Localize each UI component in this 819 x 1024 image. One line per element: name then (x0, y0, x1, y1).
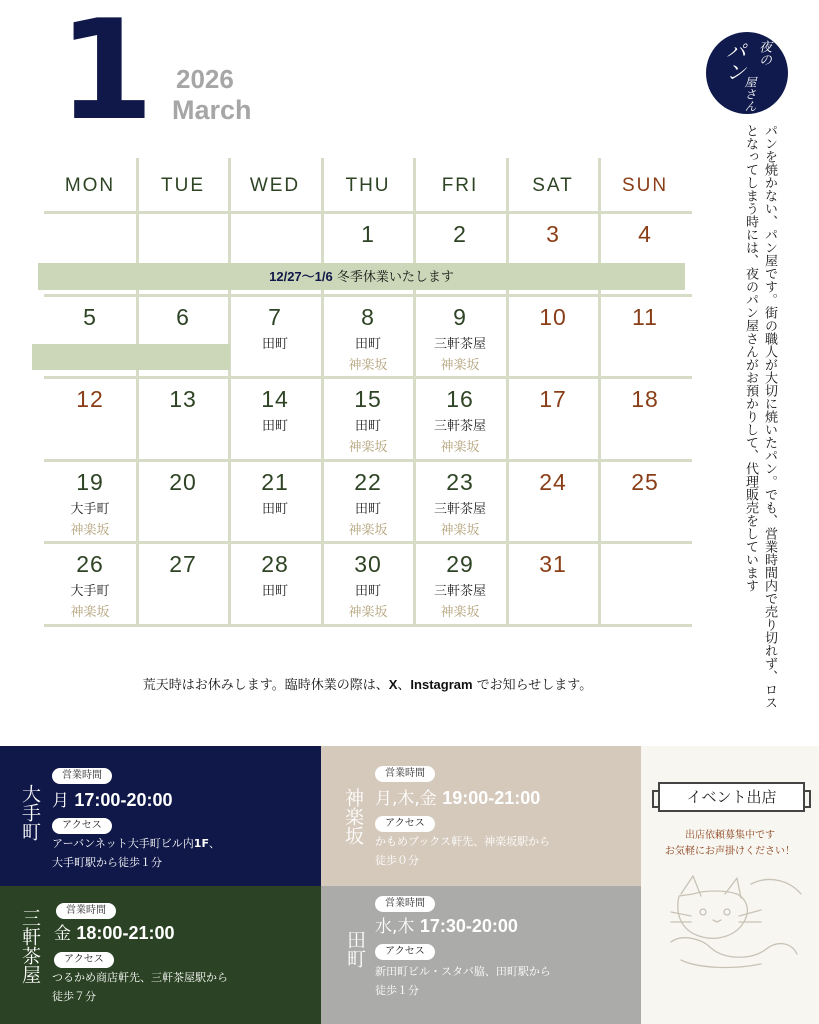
day-number (44, 217, 136, 251)
day-number (599, 547, 691, 581)
weekday-header-mon: MON (64, 175, 116, 196)
access-line2: 徒歩０分 (375, 854, 419, 867)
day-number (137, 217, 229, 251)
day-cell (137, 382, 229, 416)
day-number: 24 (539, 469, 567, 495)
day-number: 31 (539, 551, 567, 577)
hours-value (52, 786, 172, 811)
access-line1: アーバンネット大手町ビル内 (52, 837, 194, 850)
hours-value (375, 912, 518, 937)
holiday-text: 冬季休業いたします (332, 270, 454, 285)
day-location-secondary: 神楽坂 (348, 523, 388, 538)
day-number (229, 217, 321, 251)
day-cell (137, 547, 229, 581)
day-number: 28 (261, 551, 289, 577)
panel-kagurazaka (321, 746, 641, 886)
day-number: 16 (446, 386, 474, 412)
day-number: 27 (169, 551, 197, 577)
access-text (375, 962, 551, 1000)
day-number: 3 (546, 221, 560, 247)
day-number: 15 (354, 386, 382, 412)
day-number: 4 (638, 221, 652, 247)
hours-pill: 営業時間 (52, 768, 112, 784)
hours-value (54, 919, 174, 944)
day-location: 三軒茶屋 (433, 419, 486, 434)
notice-instagram-link: Instagram (410, 677, 473, 692)
day-cell (507, 465, 599, 499)
access-text (52, 968, 228, 1006)
day-location-secondary: 神楽坂 (440, 523, 480, 538)
day-cell (507, 300, 599, 334)
day-number: 11 (632, 304, 658, 330)
hours-days: 月 (52, 791, 69, 811)
day-location: 田町 (354, 502, 381, 517)
day-cell (599, 465, 691, 499)
day-location: 大手町 (70, 584, 110, 599)
day-location: 田町 (261, 337, 288, 352)
grid-line-horizontal (44, 294, 692, 297)
day-cell (414, 217, 506, 251)
day-cell (137, 217, 229, 251)
day-location-secondary: 神楽坂 (348, 440, 388, 455)
day-cell (599, 547, 691, 581)
notice-separator: 、 (397, 678, 411, 693)
month-number: 1 (58, 0, 151, 151)
access-line1: 新田町ビル・スタバ脇、田町駅から (375, 965, 551, 978)
hours-pill: 営業時間 (56, 903, 116, 919)
day-location: 田町 (354, 584, 381, 599)
logo-text-main: パン (723, 40, 747, 82)
access-pill: アクセス (375, 816, 435, 832)
day-number: 14 (261, 386, 289, 412)
logo-text-top: 夜の (756, 40, 771, 66)
hours-days: 月,木,金 (375, 789, 437, 809)
panel-sangenjaya (0, 886, 321, 1024)
day-cell (322, 217, 414, 251)
day-cell (414, 547, 506, 623)
day-cell (44, 217, 136, 251)
grid-line-horizontal (44, 624, 692, 627)
day-cell (414, 300, 506, 376)
day-cell (414, 465, 506, 541)
panel-otemachi (0, 746, 321, 886)
day-number: 2 (453, 221, 467, 247)
location-name: 神楽坂 (342, 788, 364, 845)
day-location-secondary: 神楽坂 (440, 605, 480, 620)
day-number: 20 (169, 469, 197, 495)
hours-days: 金 (54, 924, 71, 944)
location-name: 三軒茶屋 (19, 908, 41, 984)
day-number: 12 (76, 386, 104, 412)
hours-pill: 営業時間 (375, 766, 435, 782)
shop-logo (706, 32, 788, 114)
day-number: 1 (361, 221, 375, 247)
hours-time: 19:00-21:00 (442, 788, 541, 808)
day-number: 9 (453, 304, 467, 330)
panel-event (641, 746, 819, 1024)
weekday-header-fri: FRI (441, 175, 479, 196)
notice-text-end: でお知らせします。 (472, 678, 593, 693)
location-name: 田町 (344, 930, 366, 968)
day-location: 三軒茶屋 (433, 337, 486, 352)
day-location: 三軒茶屋 (433, 502, 486, 517)
day-location: 田町 (354, 337, 381, 352)
location-name: 大手町 (19, 784, 41, 841)
day-number: 22 (354, 469, 382, 495)
day-location: 田町 (354, 419, 381, 434)
day-cell (137, 465, 229, 499)
weekday-header-wed: WED (249, 175, 301, 196)
hours-days: 水,木 (375, 917, 415, 937)
access-pill: アクセス (54, 952, 114, 968)
day-cell (44, 465, 136, 541)
day-location-secondary: 神楽坂 (70, 605, 110, 620)
access-line2: 徒歩１分 (375, 984, 419, 997)
day-location: 大手町 (70, 502, 110, 517)
day-cell (229, 547, 321, 602)
day-cell (322, 300, 414, 376)
day-number: 6 (176, 304, 190, 330)
day-number: 23 (446, 469, 474, 495)
hours-time: 18:00-21:00 (76, 923, 175, 943)
day-cell (137, 300, 229, 334)
day-location-secondary: 神楽坂 (440, 358, 480, 373)
access-floor: 1F (193, 837, 209, 850)
day-location: 田町 (261, 502, 288, 517)
grid-line-horizontal (44, 211, 692, 214)
event-line2: お気軽にお声掛けください！ (665, 846, 795, 857)
hours-time: 17:30-20:00 (419, 916, 518, 936)
day-number: 7 (268, 304, 282, 330)
day-cell (322, 547, 414, 623)
day-cell (229, 217, 321, 251)
access-pill: アクセス (375, 944, 435, 960)
day-number: 10 (539, 304, 567, 330)
day-location-secondary: 神楽坂 (348, 605, 388, 620)
day-cell (414, 382, 506, 458)
day-cell (44, 300, 136, 334)
holiday-banner (38, 263, 685, 290)
weekday-header-sun: SUN (621, 175, 669, 196)
day-cell (507, 382, 599, 416)
closure-notice (0, 674, 735, 693)
day-cell (599, 300, 691, 334)
notice-x-link: X (388, 677, 398, 692)
day-number: 18 (631, 386, 659, 412)
weekday-header-sat: SAT (532, 175, 574, 196)
access-text (52, 834, 220, 872)
day-location: 田町 (261, 584, 288, 599)
day-cell (44, 382, 136, 416)
day-location-secondary: 神楽坂 (440, 440, 480, 455)
year-label: 2026 (176, 64, 234, 94)
access-text (375, 832, 550, 870)
access-line1: かもめブックス軒先、神楽坂駅から (375, 835, 551, 848)
access-line2: 徒歩７分 (52, 990, 96, 1003)
day-cell (229, 465, 321, 520)
access-pill: アクセス (52, 818, 112, 834)
event-title: イベント出店 (658, 782, 805, 812)
event-line1: 出店依頼募集中です (685, 830, 775, 841)
day-number: 26 (76, 551, 104, 577)
day-cell (229, 300, 321, 355)
day-location: 田町 (261, 419, 288, 434)
holiday-dates: 12/27〜1/6 (269, 269, 333, 284)
grid-line-horizontal (44, 541, 692, 544)
hours-value (375, 784, 540, 809)
day-number: 29 (446, 551, 474, 577)
day-location: 三軒茶屋 (433, 584, 486, 599)
grid-line-horizontal (44, 459, 692, 462)
day-number: 30 (354, 551, 382, 577)
weekday-header-thu: THU (345, 175, 391, 196)
day-cell (229, 382, 321, 437)
weekday-header-tue: TUE (161, 175, 205, 196)
month-name: March (172, 95, 252, 125)
hours-pill: 営業時間 (375, 896, 435, 912)
day-number: 17 (539, 386, 567, 412)
day-cell (507, 547, 599, 581)
day-cell (507, 217, 599, 251)
logo-text-bottom: 屋さん (743, 76, 757, 112)
day-number: 5 (83, 304, 97, 330)
day-cell (599, 382, 691, 416)
day-cell (322, 382, 414, 458)
day-number: 13 (169, 386, 197, 412)
day-number: 21 (261, 469, 289, 495)
notice-text: 荒天時はお休みします。臨時休業の際は、 (142, 678, 389, 693)
holiday-bar-continued (32, 344, 230, 370)
cat-drawing-icon (641, 864, 819, 974)
day-number: 8 (361, 304, 375, 330)
day-cell (599, 217, 691, 251)
hours-time: 17:00-20:00 (74, 790, 173, 810)
access-line2: 大手町駅から徒歩１分 (52, 856, 162, 869)
day-cell (322, 465, 414, 541)
day-number: 19 (76, 469, 104, 495)
access-line1: つるかめ商店軒先、三軒茶屋駅から (52, 971, 228, 984)
day-location-secondary: 神楽坂 (70, 523, 110, 538)
panel-tamachi (321, 886, 641, 1024)
access-comma: 、 (208, 837, 220, 850)
grid-line-horizontal (44, 376, 692, 379)
day-cell (44, 547, 136, 623)
intro-text: パンを焼かない、パン屋です。街の職人が大切に焼いたパン。でも、営業時間内で売り切れず、ロスとなってしまう時には、夜のパン屋さんがお預かりして、代理販売をしています (743, 124, 777, 709)
day-location-secondary: 神楽坂 (348, 358, 388, 373)
day-number: 25 (631, 469, 659, 495)
